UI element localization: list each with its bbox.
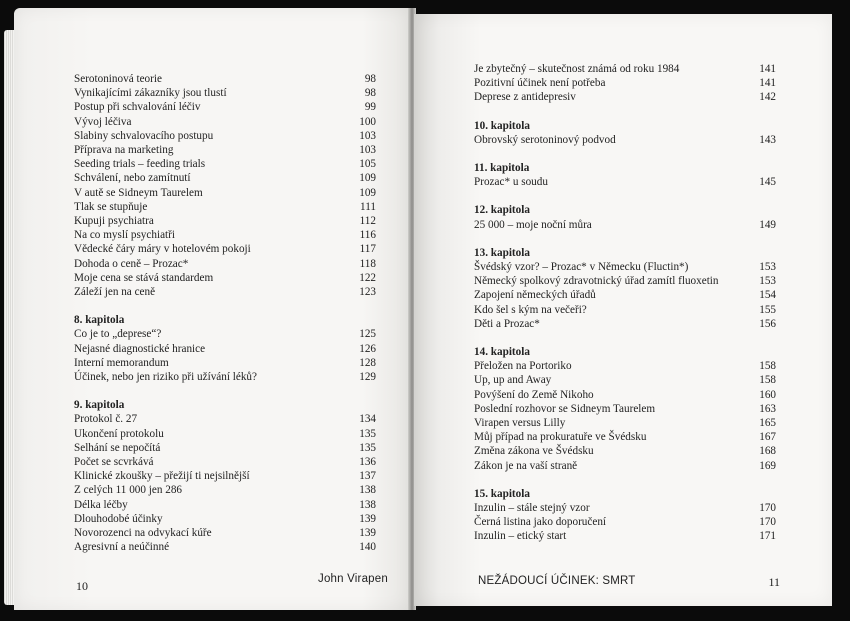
toc-entry-title: Selhání se nepočítá: [74, 441, 161, 454]
toc-entry: [474, 515, 776, 529]
toc-entry-page: 156: [759, 317, 776, 330]
toc-entry: [74, 100, 376, 114]
toc-entry: [474, 90, 776, 104]
toc-entry: [74, 257, 376, 271]
toc-entry-title: Poslední rozhovor se Sidneym Taurelem: [474, 402, 656, 415]
chapter-8-heading: 8. kapitola: [74, 314, 125, 327]
toc-entry-title: Děti a Prozac*: [474, 317, 540, 330]
toc-entry: [74, 271, 376, 285]
toc-entry-title: Počet se scvrkává: [74, 456, 154, 469]
toc-entry-title: Zapojení německých úřadů: [474, 289, 596, 302]
chapter-15-entries: [474, 501, 776, 544]
toc-entry-page: 117: [359, 243, 376, 256]
right-page: [414, 14, 832, 606]
toc-entry-page: 163: [759, 402, 776, 415]
toc-entry-page: 136: [359, 456, 376, 469]
toc-entry: [74, 214, 376, 228]
toc-entry-page: 158: [759, 360, 776, 373]
toc-entry-title: Up, up and Away: [474, 374, 552, 387]
toc-entry-title: Obrovský serotoninový podvod: [474, 133, 616, 146]
toc-entry-page: 140: [359, 541, 376, 554]
toc-entry-page: 141: [759, 77, 776, 90]
toc-entry-title: Slabiny schvalovacího postupu: [74, 129, 214, 142]
toc-entry-title: Virapen versus Lilly: [474, 417, 566, 430]
chapter-12-heading: 12. kapitola: [474, 204, 530, 217]
toc-entry-title: Povýšení do Země Nikoho: [474, 388, 594, 401]
toc-entry: [474, 459, 776, 473]
toc-entry: [74, 356, 376, 370]
toc-entry-title: Pozitivní účinek není potřeba: [474, 77, 606, 90]
toc-entry-page: 99: [364, 101, 376, 114]
toc-entry-title: Prozac* u soudu: [474, 176, 548, 189]
toc-entry: [74, 455, 376, 469]
toc-entry: [474, 76, 776, 90]
toc-entry-title: Můj případ na prokuratuře ve Švédsku: [474, 431, 647, 444]
toc-entry-page: 135: [359, 441, 376, 454]
toc-entry-page: 160: [759, 388, 776, 401]
chapter-8-entries: [74, 327, 376, 384]
toc-entry-title: Přeložen na Portoriko: [474, 360, 572, 373]
toc-entry-page: 168: [759, 445, 776, 458]
toc-entry-title: Protokol č. 27: [74, 413, 138, 426]
page-edges: [4, 30, 14, 605]
toc-entry: [74, 370, 376, 384]
toc-entry-page: 154: [759, 289, 776, 302]
toc-entry: [474, 274, 776, 288]
toc-entry-page: 112: [359, 215, 376, 228]
chapter-12-entries: [474, 218, 776, 232]
toc-entry: [74, 86, 376, 100]
right-section-top: [474, 62, 776, 105]
toc-entry-page: 105: [359, 158, 376, 171]
toc-entry: [74, 412, 376, 426]
toc-entry-title: Německý spolkový zdravotnický úřad zamítl fluoxetin: [474, 275, 719, 288]
toc-entry-page: 170: [759, 516, 776, 529]
left-table-of-contents: [74, 72, 376, 555]
toc-entry: [474, 62, 776, 76]
toc-entry-page: 139: [359, 512, 376, 525]
chapter-13-heading: 13. kapitola: [474, 246, 530, 259]
toc-entry: [74, 469, 376, 483]
toc-entry-page: 171: [759, 530, 776, 543]
toc-entry: [74, 441, 376, 455]
toc-entry-page: 167: [759, 431, 776, 444]
toc-entry: [474, 303, 776, 317]
toc-entry-page: 134: [359, 413, 376, 426]
toc-entry-page: 149: [759, 218, 776, 231]
toc-entry-title: Novorozenci na odvykací kúře: [74, 527, 212, 540]
toc-entry: [474, 430, 776, 444]
toc-entry-page: 122: [359, 271, 376, 284]
toc-entry: [474, 133, 776, 147]
toc-entry: [74, 327, 376, 341]
toc-entry-page: 118: [359, 257, 376, 270]
chapter-11-entries: [474, 175, 776, 189]
toc-entry-title: Interní memorandum: [74, 356, 169, 369]
toc-entry: [474, 317, 776, 331]
toc-entry: [474, 416, 776, 430]
toc-entry-page: 137: [359, 470, 376, 483]
right-running-head: NEŽÁDOUCÍ ÚČINEK: SMRT: [478, 575, 636, 587]
left-section-top: [74, 72, 376, 299]
toc-entry-title: Je zbytečný – skutečnost známá od roku 1984: [474, 63, 680, 75]
toc-entry-title: Délka léčby: [74, 498, 128, 511]
chapter-11-heading: 11. kapitola: [474, 162, 530, 175]
toc-entry: [474, 175, 776, 189]
chapter-10-heading: 10. kapitola: [474, 119, 530, 132]
toc-entry-page: 128: [359, 356, 376, 369]
toc-entry-page: 126: [359, 342, 376, 355]
toc-entry-page: 170: [759, 502, 776, 515]
toc-entry-title: Černá listina jako doporučení: [474, 516, 607, 529]
toc-entry-page: 155: [759, 303, 776, 316]
toc-entry-title: Vývoj léčiva: [74, 115, 132, 128]
toc-entry: [74, 171, 376, 185]
toc-entry: [74, 540, 376, 554]
toc-entry-page: 109: [359, 186, 376, 199]
right-table-of-contents: [474, 62, 776, 544]
toc-entry-title: Švédský vzor? – Prozac* v Německu (Fluctin*): [474, 261, 689, 274]
toc-entry-title: Záleží jen na ceně: [74, 286, 156, 299]
left-page: [14, 8, 410, 610]
toc-entry-page: 100: [359, 115, 376, 128]
toc-entry: [74, 242, 376, 256]
toc-entry: [74, 285, 376, 299]
toc-entry: [74, 427, 376, 441]
toc-entry: [474, 359, 776, 373]
toc-entry-page: 103: [359, 144, 376, 157]
toc-entry-title: Zákon je na vaší straně: [474, 459, 578, 472]
toc-entry-page: 116: [359, 229, 376, 242]
toc-entry-title: Kdo šel s kým na večeři?: [474, 303, 587, 316]
toc-entry-page: 103: [359, 129, 376, 142]
toc-entry-title: Co je to „deprese“?: [74, 328, 162, 341]
right-page-number: 11: [768, 575, 780, 589]
chapter-15-heading: 15. kapitola: [474, 487, 530, 500]
toc-entry-page: 165: [759, 417, 776, 430]
toc-entry-title: Seeding trials – feeding trials: [74, 158, 206, 171]
toc-entry: [74, 526, 376, 540]
toc-entry-title: Ukončení protokolu: [74, 427, 164, 440]
toc-entry-title: Z celých 11 000 jen 286: [74, 484, 183, 497]
toc-entry-title: Účinek, nebo jen riziko při užívání léků?: [74, 371, 257, 384]
toc-entry: [74, 342, 376, 356]
toc-entry: [474, 444, 776, 458]
chapter-10-entries: [474, 133, 776, 147]
toc-entry-title: 25 000 – moje noční můra: [474, 218, 592, 231]
toc-entry: [74, 129, 376, 143]
toc-entry-page: 125: [359, 328, 376, 341]
toc-entry: [74, 157, 376, 171]
toc-entry-title: Schválení, nebo zamítnutí: [74, 172, 191, 185]
toc-entry-page: 153: [759, 261, 776, 274]
toc-entry: [74, 200, 376, 214]
toc-entry-title: Kupuji psychiatra: [74, 215, 154, 228]
toc-entry-title: Vědecké čáry máry v hotelovém pokoji: [74, 243, 251, 256]
toc-entry-title: Vynikajícími zákazníky jsou tlustí: [74, 87, 227, 100]
toc-entry-title: Nejasné diagnostické hranice: [74, 342, 206, 355]
toc-entry-title: V autě se Sidneym Taurelem: [74, 186, 203, 199]
toc-entry-page: 135: [359, 427, 376, 440]
toc-entry-title: Agresivní a neúčinné: [74, 541, 170, 554]
toc-entry-page: 145: [759, 176, 776, 189]
toc-entry: [74, 186, 376, 200]
toc-entry: [74, 143, 376, 157]
left-page-number: 10: [76, 579, 88, 593]
toc-entry-title: Dohoda o ceně – Prozac*: [74, 257, 189, 270]
toc-entry-page: 142: [759, 91, 776, 104]
toc-entry-page: 143: [759, 133, 776, 146]
toc-entry-page: 169: [759, 459, 776, 472]
chapter-14-entries: [474, 359, 776, 473]
toc-entry-page: 158: [759, 374, 776, 387]
chapter-14-heading: 14. kapitola: [474, 346, 530, 359]
toc-entry-page: 109: [359, 172, 376, 185]
toc-entry-title: Tlak se stupňuje: [74, 200, 148, 213]
toc-entry-title: Inzulin – stále stejný vzor: [474, 502, 590, 515]
toc-entry-title: Na co myslí psychiatři: [74, 229, 175, 242]
toc-entry-page: 98: [364, 87, 376, 100]
toc-entry-title: Postup při schvalování léčiv: [74, 101, 201, 114]
toc-entry: [474, 388, 776, 402]
toc-entry-page: 123: [359, 286, 376, 299]
toc-entry-page: 98: [364, 73, 376, 85]
toc-entry: [74, 115, 376, 129]
toc-entry: [74, 483, 376, 497]
toc-entry-title: Změna zákona ve Švédsku: [474, 445, 594, 458]
toc-entry-page: 138: [359, 498, 376, 511]
left-running-head: John Virapen: [318, 573, 388, 585]
toc-entry-page: 141: [759, 63, 776, 75]
toc-entry-title: Deprese z antidepresiv: [474, 91, 576, 104]
toc-entry-title: Moje cena se stává standardem: [74, 271, 214, 284]
toc-entry-page: 153: [759, 275, 776, 288]
toc-entry: [74, 228, 376, 242]
toc-entry: [474, 501, 776, 515]
toc-entry: [474, 402, 776, 416]
toc-entry: [74, 512, 376, 526]
toc-entry-title: Dlouhodobé účinky: [74, 512, 163, 525]
chapter-13-entries: [474, 260, 776, 331]
toc-entry-title: Klinické zkoušky – přežijí ti nejsilnější: [74, 470, 250, 483]
toc-entry-title: Příprava na marketing: [74, 144, 174, 157]
chapter-9-heading: 9. kapitola: [74, 399, 125, 412]
toc-entry-page: 138: [359, 484, 376, 497]
toc-entry: [74, 498, 376, 512]
toc-entry-page: 139: [359, 527, 376, 540]
toc-entry-page: 129: [359, 371, 376, 384]
toc-entry-title: Inzulin – etický start: [474, 530, 567, 543]
toc-entry: [474, 288, 776, 302]
toc-entry: [474, 260, 776, 274]
toc-entry: [474, 218, 776, 232]
chapter-9-entries: [74, 412, 376, 554]
toc-entry: [474, 529, 776, 543]
toc-entry-title: Serotoninová teorie: [74, 73, 162, 85]
toc-entry: [474, 373, 776, 387]
toc-entry-page: 111: [360, 200, 376, 213]
toc-entry: [74, 72, 376, 86]
